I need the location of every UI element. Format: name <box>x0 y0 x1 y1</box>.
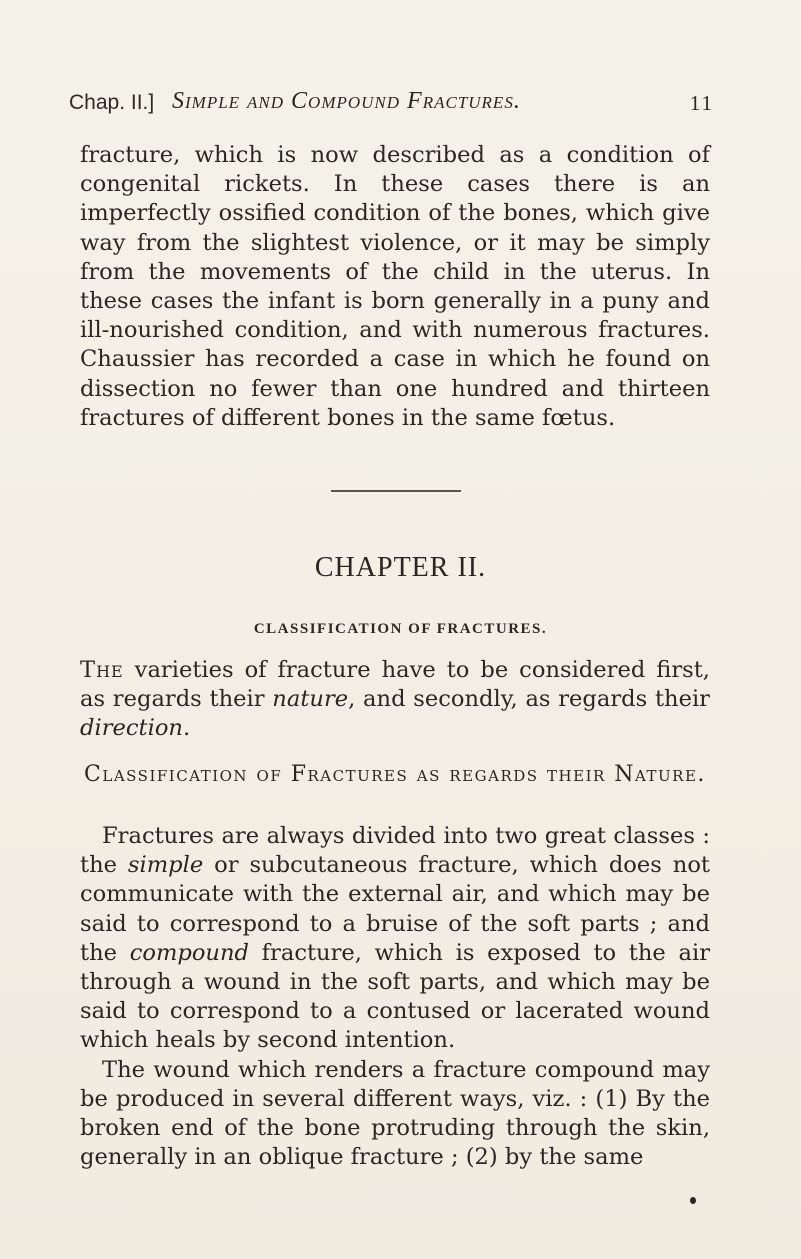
paragraph-classes <box>80 822 710 1056</box>
section-divider-rule <box>331 490 461 492</box>
running-head-title: Simple and Compound Fractures. <box>172 88 521 114</box>
intro-direction-emphasis: direction <box>80 715 183 742</box>
running-head-chapter: Chap. II.] <box>69 91 155 114</box>
compound-emphasis: compound <box>129 939 249 966</box>
body-text <box>80 822 710 1172</box>
classes-text-1: Fractures are always divided into two great classes : the <box>80 823 710 879</box>
chapter-subtitle: CLASSIFICATION OF FRACTURES. <box>253 621 548 637</box>
opening-paragraph: fracture, which is now described as a condition of congenital rickets. In these cases there is an imperfectly ossified condition of the bones, which give way from the slightest violence, or it may be simply from the movements of the child in the uterus. In these cases the infant is born generally in a puny and ill-nourished condition, and with numerous fractures. Chaussier has recorded a case in which he found on dissection no fewer than one hundred and thirteen fractures of different bones in the same fœtus. <box>80 142 710 431</box>
simple-emphasis: simple <box>127 852 204 879</box>
intro-text-3: . <box>182 715 191 742</box>
running-head <box>69 88 714 121</box>
classes-text-2: or subcutaneous fracture, which does not communicate with the external air, and which may be said to correspond to a bruise of the soft parts ; and the <box>80 852 711 966</box>
page-number: 11 <box>689 91 714 115</box>
intro-text-2: , and secondly, as regards their <box>348 686 710 713</box>
intro-nature-emphasis: nature <box>272 686 349 713</box>
section-heading: Classification of Fractures as regards their Nature. <box>84 762 706 787</box>
classes-text-3: fracture, which is exposed to the air through a wound in the soft parts, and which may be said to correspond to a contused or lacerated wound which heals by second intention. <box>80 939 710 1054</box>
paragraph-wound: The wound which renders a fracture compound may be produced in several different ways, viz. : (1) By the broken end of the bone protruding through the skin, generally in an oblique fracture ; (2) by the same <box>80 1056 710 1171</box>
intro-lead-word: The <box>80 657 124 683</box>
chapter-intro-paragraph <box>80 656 710 744</box>
chapter-heading: CHAPTER II. <box>314 552 487 583</box>
ink-dot <box>690 1197 696 1204</box>
intro-text-1: varieties of fracture have to be considered first, as regards their <box>80 657 710 713</box>
